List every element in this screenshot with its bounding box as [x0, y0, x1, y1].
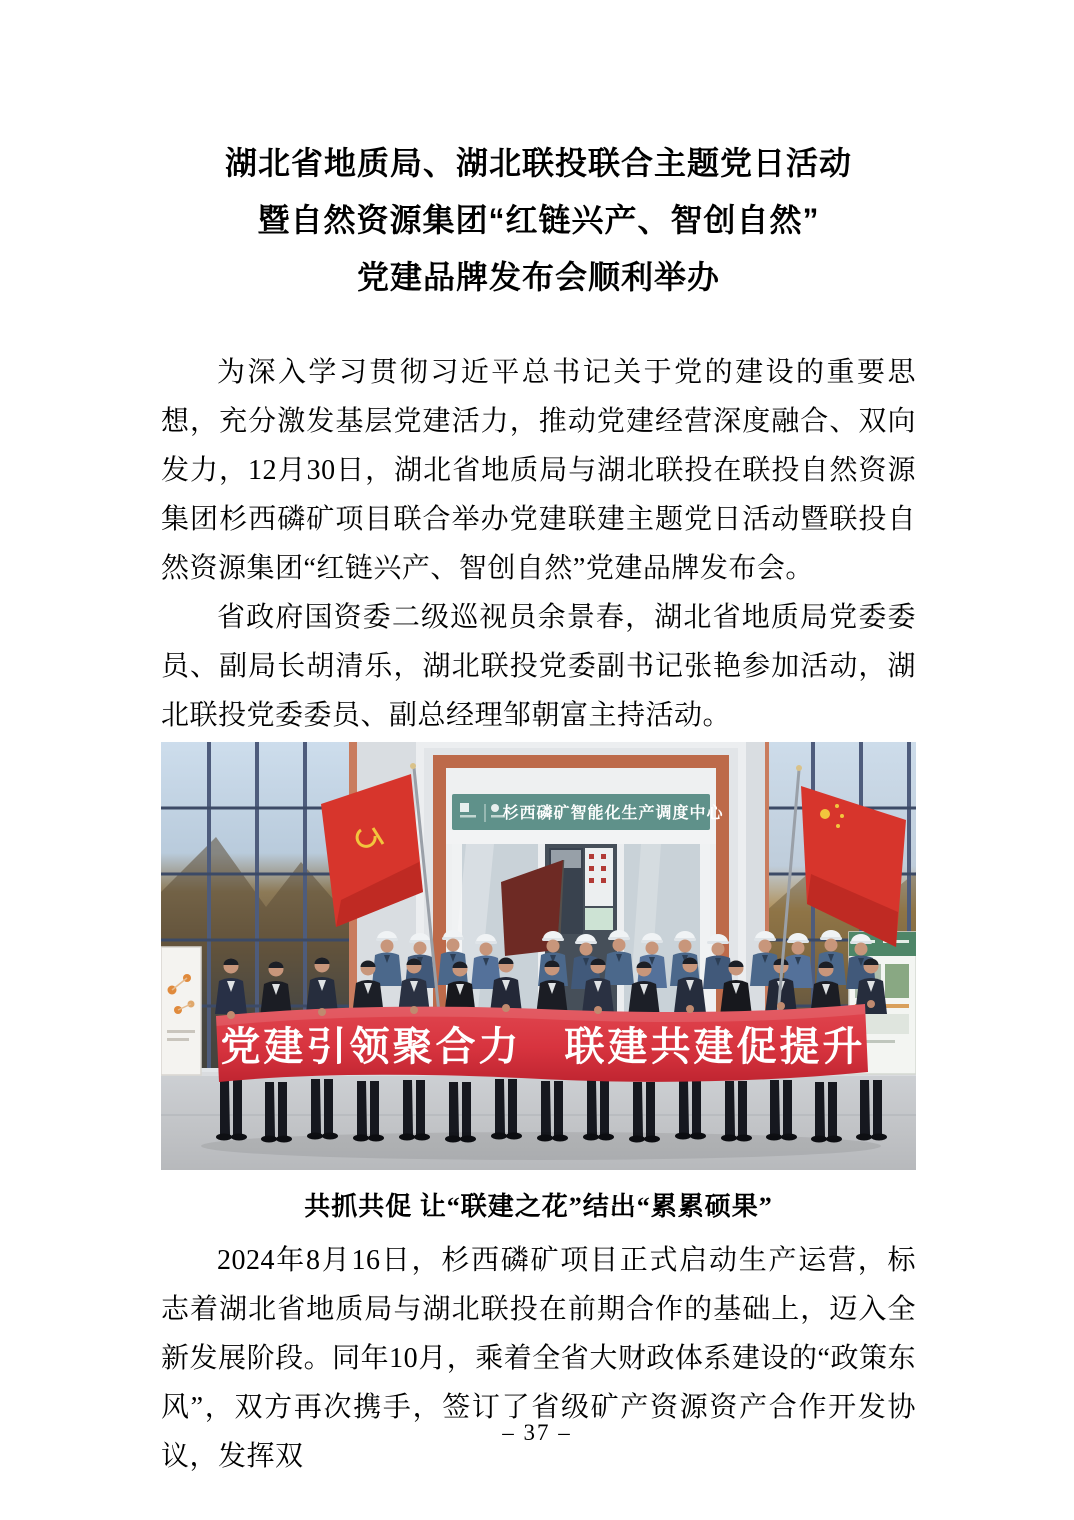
group-photo	[161, 742, 916, 1170]
sign-text: 杉西磷矿智能化生产调度中心	[502, 805, 724, 822]
sign-logo-1	[460, 803, 469, 812]
title-line-2: 暨自然资源集团“红链兴产、智创自然”	[257, 202, 820, 238]
worker-row	[372, 930, 876, 989]
photo-caption: 共抓共促 让“联建之花”结出“累累硕果”	[304, 1192, 773, 1221]
title-line-3: 党建品牌发布会顺利举办	[356, 259, 720, 295]
page-title	[161, 135, 916, 306]
paragraph-2: 省政府国资委二级巡视员余景春，湖北省地质局党委委员、副局长胡清乐，湖北联投党委副书记张艳参加活动，湖北联投党委委员、副总经理邹朝富主持活动。	[161, 602, 916, 731]
left-display-board	[161, 947, 201, 1075]
entrance-sign	[452, 794, 724, 830]
paragraph-3: 2024年8月16日，杉西磷矿项目正式启动生产运营，标志着湖北省地质局与湖北联投在前期合作的基础上，迈入全新发展阶段。同年10月，乘着全省大财政体系建设的“政策东风”，双方再次携手，签订了省级矿产资源资产合作开发协议，发挥双	[161, 1245, 916, 1472]
leader-row	[215, 958, 887, 1018]
red-banner	[216, 1000, 875, 1082]
group-photo-image	[161, 742, 916, 1170]
banner-text: 党建引领聚合力 联建共建促提升	[220, 1025, 866, 1069]
title-line-1: 湖北省地质局、湖北联投联合主题党日活动	[224, 145, 852, 181]
page-number: – 37 –	[502, 1420, 572, 1445]
sign-logo-2	[491, 804, 499, 812]
paragraph-1: 为深入学习贯彻习近平总书记关于党的建设的重要思想，充分激发基层党建活力，推动党建经营深度融合、双向发力，12月30日，湖北省地质局与湖北联投在联投自然资源集团杉西磷矿项目联合举办党建联建主题党日活动暨联投自然资源集团“红链兴产、智创自然”党建品牌发布会。	[161, 357, 916, 584]
